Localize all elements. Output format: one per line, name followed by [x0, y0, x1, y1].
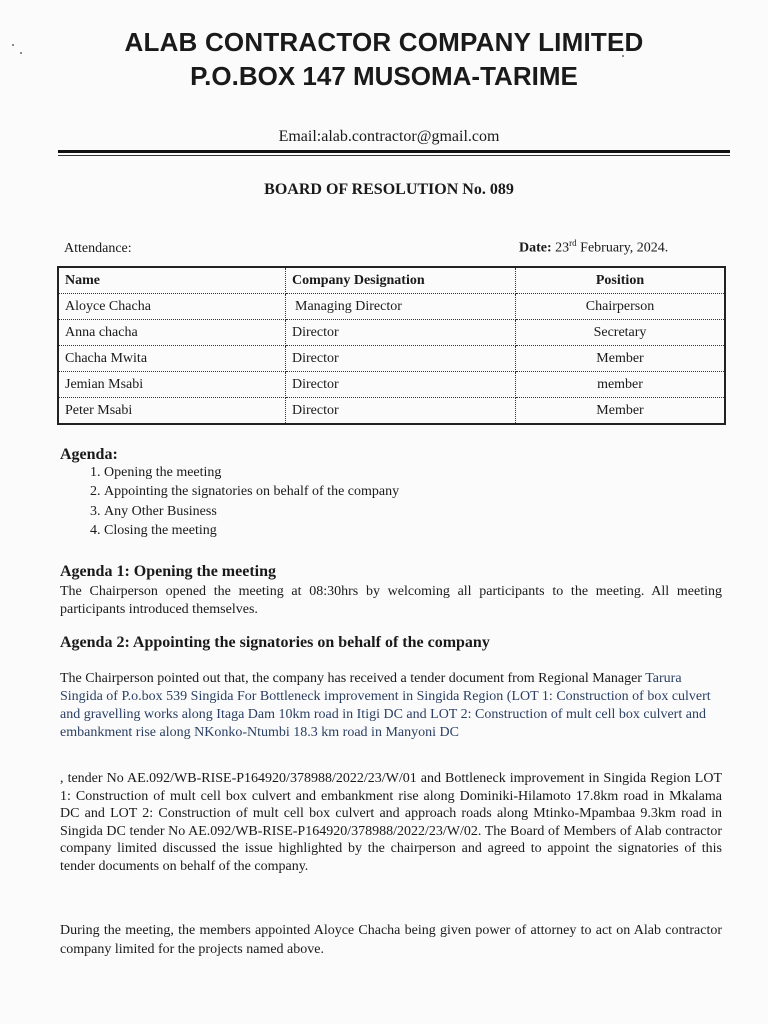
date-label: Date: — [519, 240, 552, 256]
header-divider-thin — [58, 155, 730, 156]
attendee-designation: Director — [286, 346, 516, 372]
agenda-item: 4. Closing the meeting — [104, 521, 399, 540]
attendee-designation: Director — [286, 398, 516, 425]
paragraph-rest: Tarura Singida of P.o.box 539 Singida For Bottleneck improvement in Singida Region (LOT 1: Construction of box culvert and gravelling works along Itaga Dam 10km road in Itigi DC and LOT 2: Construction of mult cell box culvert and embankment rise along NKonko-Ntumbi 18.3 km road in Manyoni DC — [60, 671, 711, 740]
attendance-table — [57, 266, 726, 425]
agenda-item: 2. Appointing the signatories on behalf of the company — [104, 482, 399, 501]
agenda-item: 3. Any Other Business — [104, 502, 399, 521]
table-header-row — [58, 267, 725, 294]
company-name: ALAB CONTRACTOR COMPANY LIMITED — [124, 27, 644, 57]
column-header-position: Position — [516, 267, 726, 294]
date-rest: February, 2024. — [580, 240, 669, 256]
table-row — [58, 346, 725, 372]
attendee-name: Anna chacha — [58, 320, 286, 346]
attendee-name: Chacha Mwita — [58, 346, 286, 372]
date-suffix: rd — [569, 238, 577, 248]
agenda-item: 1. Opening the meeting — [104, 463, 399, 482]
paragraph-lead: The Chairperson pointed out that, the company has received a tender document from Regional Manager — [60, 671, 642, 686]
attendee-position: Secretary — [516, 320, 726, 346]
attendee-name: Peter Msabi — [58, 398, 286, 425]
agenda-2-paragraph-3: During the meeting, the members appointed Aloyce Chacha being given power of attorney to act on Alab contractor company limited for the projects named above. — [60, 923, 722, 957]
agenda-1-heading: Agenda 1: Opening the meeting — [60, 563, 276, 580]
column-header-designation: Company Designation — [286, 267, 516, 294]
attendee-position: Member — [516, 398, 726, 425]
column-header-name: Name — [58, 267, 286, 294]
company-email: Email:alab.contractor@gmail.com — [278, 128, 500, 145]
header-divider — [58, 150, 730, 153]
attendee-name: Jemian Msabi — [58, 372, 286, 398]
table-row — [58, 398, 725, 425]
attendee-name: Aloyce Chacha — [58, 294, 286, 320]
table-row — [58, 294, 725, 320]
attendee-designation: Managing Director — [286, 294, 516, 320]
agenda-2-paragraph-1 — [60, 670, 722, 742]
table-row — [58, 372, 725, 398]
attendee-designation: Director — [286, 372, 516, 398]
attendee-designation: Director — [286, 320, 516, 346]
company-address: P.O.BOX 147 MUSOMA-TARIME — [190, 61, 578, 91]
attendee-position: Member — [516, 346, 726, 372]
agenda-2-heading: Agenda 2: Appointing the signatories on behalf of the company — [60, 634, 490, 651]
attendee-position: member — [516, 372, 726, 398]
attendee-position: Chairperson — [516, 294, 726, 320]
date-day: 23 — [555, 240, 570, 256]
table-row — [58, 320, 725, 346]
attendance-label: Attendance: — [64, 241, 132, 256]
document-title: BOARD OF RESOLUTION No. 089 — [264, 181, 514, 198]
agenda-1-text: The Chairperson opened the meeting at 08:30hrs by welcoming all participants to the meeting. All meeting participants introduced themselves. — [60, 584, 722, 617]
agenda-list — [60, 463, 399, 540]
agenda-heading: Agenda: — [60, 446, 118, 463]
meeting-date — [519, 238, 668, 257]
agenda-2-paragraph-2: , tender No AE.092/WB-RISE-P164920/378988/2022/23/W/01 and Bottleneck improvement in Singida Region LOT 1: Construction of mult cell box culvert and embankment rise along Dominiki-Hilamoto 17.8km road in Mkalama DC and LOT 2: Construction of mult cell box culvert and approach roads along Mtinko-Mpambaa 9.3km road in Singida DC tender No AE.092/WB-RISE-P164920/378988/2022/23/W/02. The Board of Members of Alab contractor company limited discussed the issue highlighted by the chairperson and agreed to appoint the signatories of this tender documents on behalf of the company. — [60, 771, 722, 874]
